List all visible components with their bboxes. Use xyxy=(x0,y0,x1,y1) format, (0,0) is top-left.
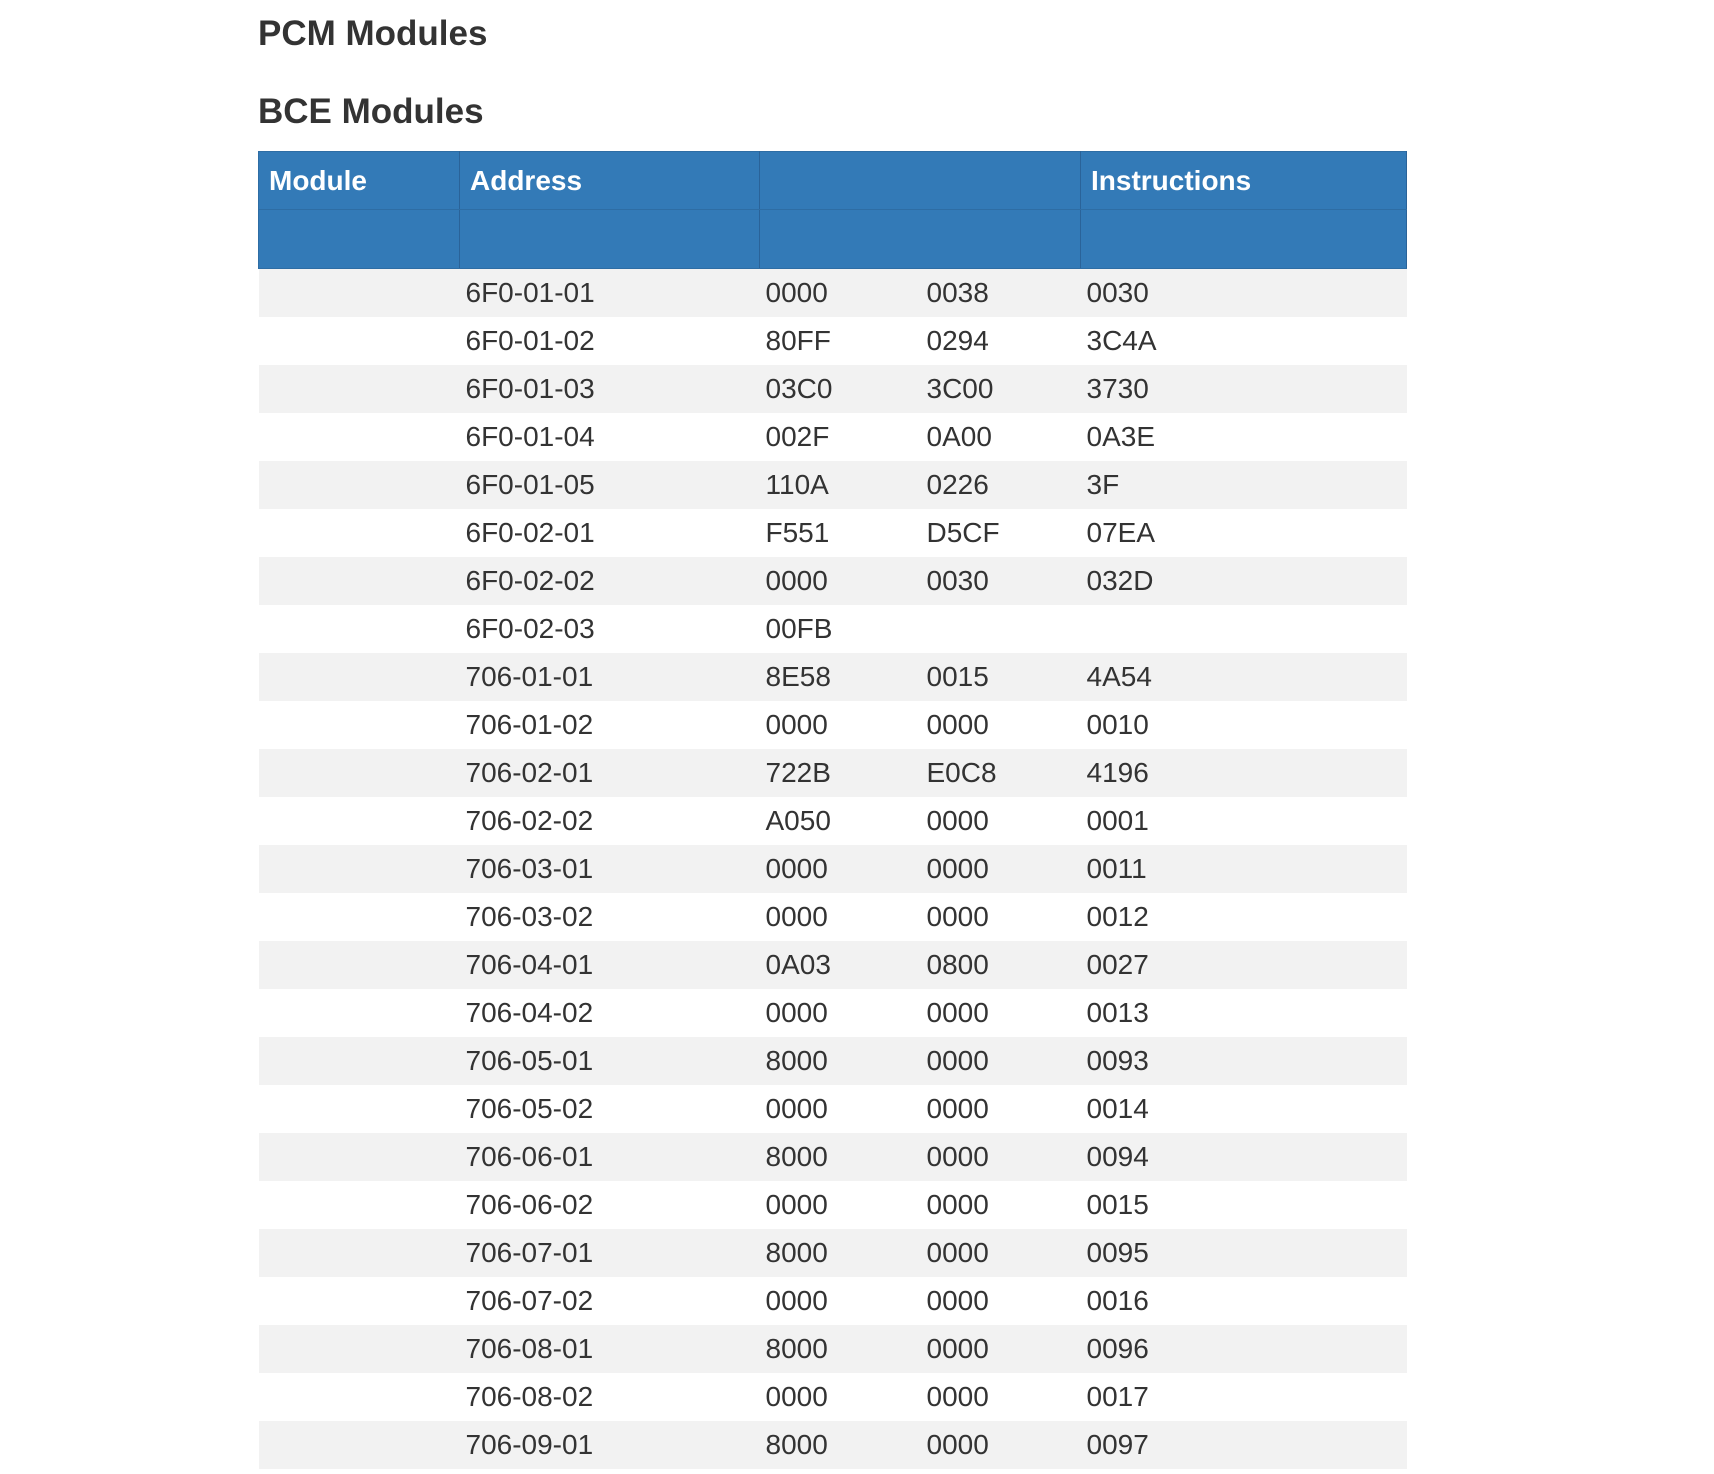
cell-value-1: 0000 xyxy=(760,701,921,749)
cell-instructions: 0001 xyxy=(1081,797,1407,845)
cell-value-1: 110A xyxy=(760,461,921,509)
cell-value-2: 0000 xyxy=(921,797,1081,845)
cell-value-2: 0000 xyxy=(921,989,1081,1037)
cell-instructions: 0095 xyxy=(1081,1229,1407,1277)
cell-instructions: 0013 xyxy=(1081,989,1407,1037)
pcm-modules-heading: PCM Modules xyxy=(258,14,488,53)
cell-address: 706-06-02 xyxy=(460,1181,760,1229)
cell-address: 706-09-01 xyxy=(460,1421,760,1469)
cell-address: 706-03-01 xyxy=(460,845,760,893)
cell-value-2: 0000 xyxy=(921,893,1081,941)
cell-instructions: 3730 xyxy=(1081,365,1407,413)
cell-value-2: 0000 xyxy=(921,1085,1081,1133)
cell-module xyxy=(259,653,460,701)
table-row xyxy=(259,1277,1407,1325)
table-row xyxy=(259,989,1407,1037)
table-row xyxy=(259,1181,1407,1229)
subheader-cell xyxy=(460,210,760,269)
cell-address: 6F0-01-04 xyxy=(460,413,760,461)
cell-value-2: 0000 xyxy=(921,845,1081,893)
cell-instructions: 3F xyxy=(1081,461,1407,509)
table-row xyxy=(259,509,1407,557)
cell-address: 706-05-01 xyxy=(460,1037,760,1085)
cell-module xyxy=(259,989,460,1037)
cell-instructions: 0097 xyxy=(1081,1421,1407,1469)
table-row xyxy=(259,701,1407,749)
cell-value-2: 0800 xyxy=(921,941,1081,989)
table-row xyxy=(259,797,1407,845)
cell-module xyxy=(259,1277,460,1325)
cell-address: 6F0-02-01 xyxy=(460,509,760,557)
cell-value-1: 0000 xyxy=(760,1373,921,1421)
cell-value-1: 0000 xyxy=(760,557,921,605)
cell-module xyxy=(259,269,460,318)
cell-module xyxy=(259,1085,460,1133)
column-header-module: Module xyxy=(259,152,460,210)
cell-address: 706-01-01 xyxy=(460,653,760,701)
table-row xyxy=(259,893,1407,941)
table-row xyxy=(259,1325,1407,1373)
table-row xyxy=(259,605,1407,653)
cell-address: 706-07-01 xyxy=(460,1229,760,1277)
table-row xyxy=(259,1421,1407,1469)
cell-value-2: 0000 xyxy=(921,1181,1081,1229)
cell-module xyxy=(259,413,460,461)
cell-instructions: 0096 xyxy=(1081,1325,1407,1373)
subheader-cell xyxy=(1081,210,1407,269)
cell-address: 706-02-01 xyxy=(460,749,760,797)
table-row xyxy=(259,461,1407,509)
table-row xyxy=(259,413,1407,461)
cell-value-2: 0000 xyxy=(921,1373,1081,1421)
cell-module xyxy=(259,1037,460,1085)
cell-address: 6F0-02-02 xyxy=(460,557,760,605)
cell-value-2: 0000 xyxy=(921,1277,1081,1325)
table-row xyxy=(259,557,1407,605)
cell-instructions: 0A3E xyxy=(1081,413,1407,461)
cell-value-1: 0000 xyxy=(760,989,921,1037)
cell-value-1: 0A03 xyxy=(760,941,921,989)
cell-value-2: E0C8 xyxy=(921,749,1081,797)
cell-instructions: 4A54 xyxy=(1081,653,1407,701)
cell-instructions: 0011 xyxy=(1081,845,1407,893)
cell-value-1: 0000 xyxy=(760,1085,921,1133)
table-row xyxy=(259,1037,1407,1085)
table-row xyxy=(259,269,1407,318)
cell-address: 706-04-02 xyxy=(460,989,760,1037)
table-row xyxy=(259,317,1407,365)
column-header-address: Address xyxy=(460,152,760,210)
cell-value-2: 0000 xyxy=(921,1133,1081,1181)
cell-instructions: 07EA xyxy=(1081,509,1407,557)
cell-instructions: 0094 xyxy=(1081,1133,1407,1181)
cell-address: 6F0-01-02 xyxy=(460,317,760,365)
cell-value-1: 8000 xyxy=(760,1229,921,1277)
cell-value-2: 0A00 xyxy=(921,413,1081,461)
cell-instructions: 0015 xyxy=(1081,1181,1407,1229)
cell-instructions: 0012 xyxy=(1081,893,1407,941)
cell-value-1: 0000 xyxy=(760,1181,921,1229)
table-row xyxy=(259,1373,1407,1421)
cell-instructions: 032D xyxy=(1081,557,1407,605)
cell-instructions xyxy=(1081,605,1407,653)
cell-instructions: 0014 xyxy=(1081,1085,1407,1133)
cell-value-1: 8000 xyxy=(760,1325,921,1373)
cell-value-1: A050 xyxy=(760,797,921,845)
table-body xyxy=(259,269,1407,1470)
cell-value-1: 722B xyxy=(760,749,921,797)
cell-module xyxy=(259,1181,460,1229)
table-header-row xyxy=(259,152,1407,210)
cell-module xyxy=(259,509,460,557)
cell-instructions: 0010 xyxy=(1081,701,1407,749)
cell-address: 706-08-01 xyxy=(460,1325,760,1373)
column-header-instructions: Instructions xyxy=(1081,152,1407,210)
cell-value-1: 0000 xyxy=(760,845,921,893)
subheader-cell xyxy=(259,210,460,269)
cell-instructions: 3C4A xyxy=(1081,317,1407,365)
table-row xyxy=(259,1133,1407,1181)
cell-instructions: 0016 xyxy=(1081,1277,1407,1325)
cell-value-1: 0000 xyxy=(760,269,921,318)
cell-module xyxy=(259,557,460,605)
cell-instructions: 0093 xyxy=(1081,1037,1407,1085)
cell-address: 706-04-01 xyxy=(460,941,760,989)
cell-value-2: D5CF xyxy=(921,509,1081,557)
cell-address: 706-02-02 xyxy=(460,797,760,845)
table-row xyxy=(259,749,1407,797)
cell-module xyxy=(259,845,460,893)
cell-module xyxy=(259,605,460,653)
cell-address: 706-08-02 xyxy=(460,1373,760,1421)
cell-module xyxy=(259,317,460,365)
cell-address: 6F0-01-01 xyxy=(460,269,760,318)
cell-value-2: 0015 xyxy=(921,653,1081,701)
cell-value-1: 8000 xyxy=(760,1421,921,1469)
table-row xyxy=(259,1229,1407,1277)
cell-value-1: 002F xyxy=(760,413,921,461)
cell-module xyxy=(259,941,460,989)
cell-value-2 xyxy=(921,605,1081,653)
cell-value-2: 0030 xyxy=(921,557,1081,605)
cell-value-1: 03C0 xyxy=(760,365,921,413)
cell-value-2: 0226 xyxy=(921,461,1081,509)
cell-address: 6F0-01-03 xyxy=(460,365,760,413)
table-row xyxy=(259,1085,1407,1133)
cell-instructions: 4196 xyxy=(1081,749,1407,797)
cell-module xyxy=(259,1133,460,1181)
cell-instructions: 0027 xyxy=(1081,941,1407,989)
cell-address: 706-01-02 xyxy=(460,701,760,749)
cell-value-1: 8000 xyxy=(760,1037,921,1085)
cell-module xyxy=(259,701,460,749)
column-header-blank xyxy=(760,152,1081,210)
cell-value-1: 0000 xyxy=(760,893,921,941)
subheader-cell xyxy=(760,210,1081,269)
cell-module xyxy=(259,893,460,941)
cell-address: 6F0-01-05 xyxy=(460,461,760,509)
cell-address: 6F0-02-03 xyxy=(460,605,760,653)
cell-value-2: 0000 xyxy=(921,1421,1081,1469)
cell-instructions: 0030 xyxy=(1081,269,1407,318)
table-row xyxy=(259,653,1407,701)
table-row xyxy=(259,845,1407,893)
cell-value-2: 0000 xyxy=(921,1325,1081,1373)
bce-modules-heading: BCE Modules xyxy=(258,92,484,131)
cell-module xyxy=(259,461,460,509)
cell-module xyxy=(259,365,460,413)
cell-module xyxy=(259,1325,460,1373)
cell-module xyxy=(259,797,460,845)
cell-module xyxy=(259,1229,460,1277)
cell-value-2: 0000 xyxy=(921,1229,1081,1277)
cell-address: 706-06-01 xyxy=(460,1133,760,1181)
cell-address: 706-07-02 xyxy=(460,1277,760,1325)
table-row xyxy=(259,365,1407,413)
cell-module xyxy=(259,1373,460,1421)
cell-value-2: 3C00 xyxy=(921,365,1081,413)
cell-address: 706-03-02 xyxy=(460,893,760,941)
cell-value-2: 0000 xyxy=(921,701,1081,749)
cell-value-1: 8E58 xyxy=(760,653,921,701)
cell-module xyxy=(259,1421,460,1469)
cell-value-2: 0294 xyxy=(921,317,1081,365)
cell-value-2: 0000 xyxy=(921,1037,1081,1085)
table-subheader-row xyxy=(259,210,1407,269)
bce-modules-table xyxy=(258,151,1407,1469)
cell-address: 706-05-02 xyxy=(460,1085,760,1133)
cell-value-1: F551 xyxy=(760,509,921,557)
cell-value-1: 00FB xyxy=(760,605,921,653)
cell-instructions: 0017 xyxy=(1081,1373,1407,1421)
cell-value-2: 0038 xyxy=(921,269,1081,318)
cell-value-1: 0000 xyxy=(760,1277,921,1325)
table-row xyxy=(259,941,1407,989)
cell-value-1: 80FF xyxy=(760,317,921,365)
cell-value-1: 8000 xyxy=(760,1133,921,1181)
cell-module xyxy=(259,749,460,797)
